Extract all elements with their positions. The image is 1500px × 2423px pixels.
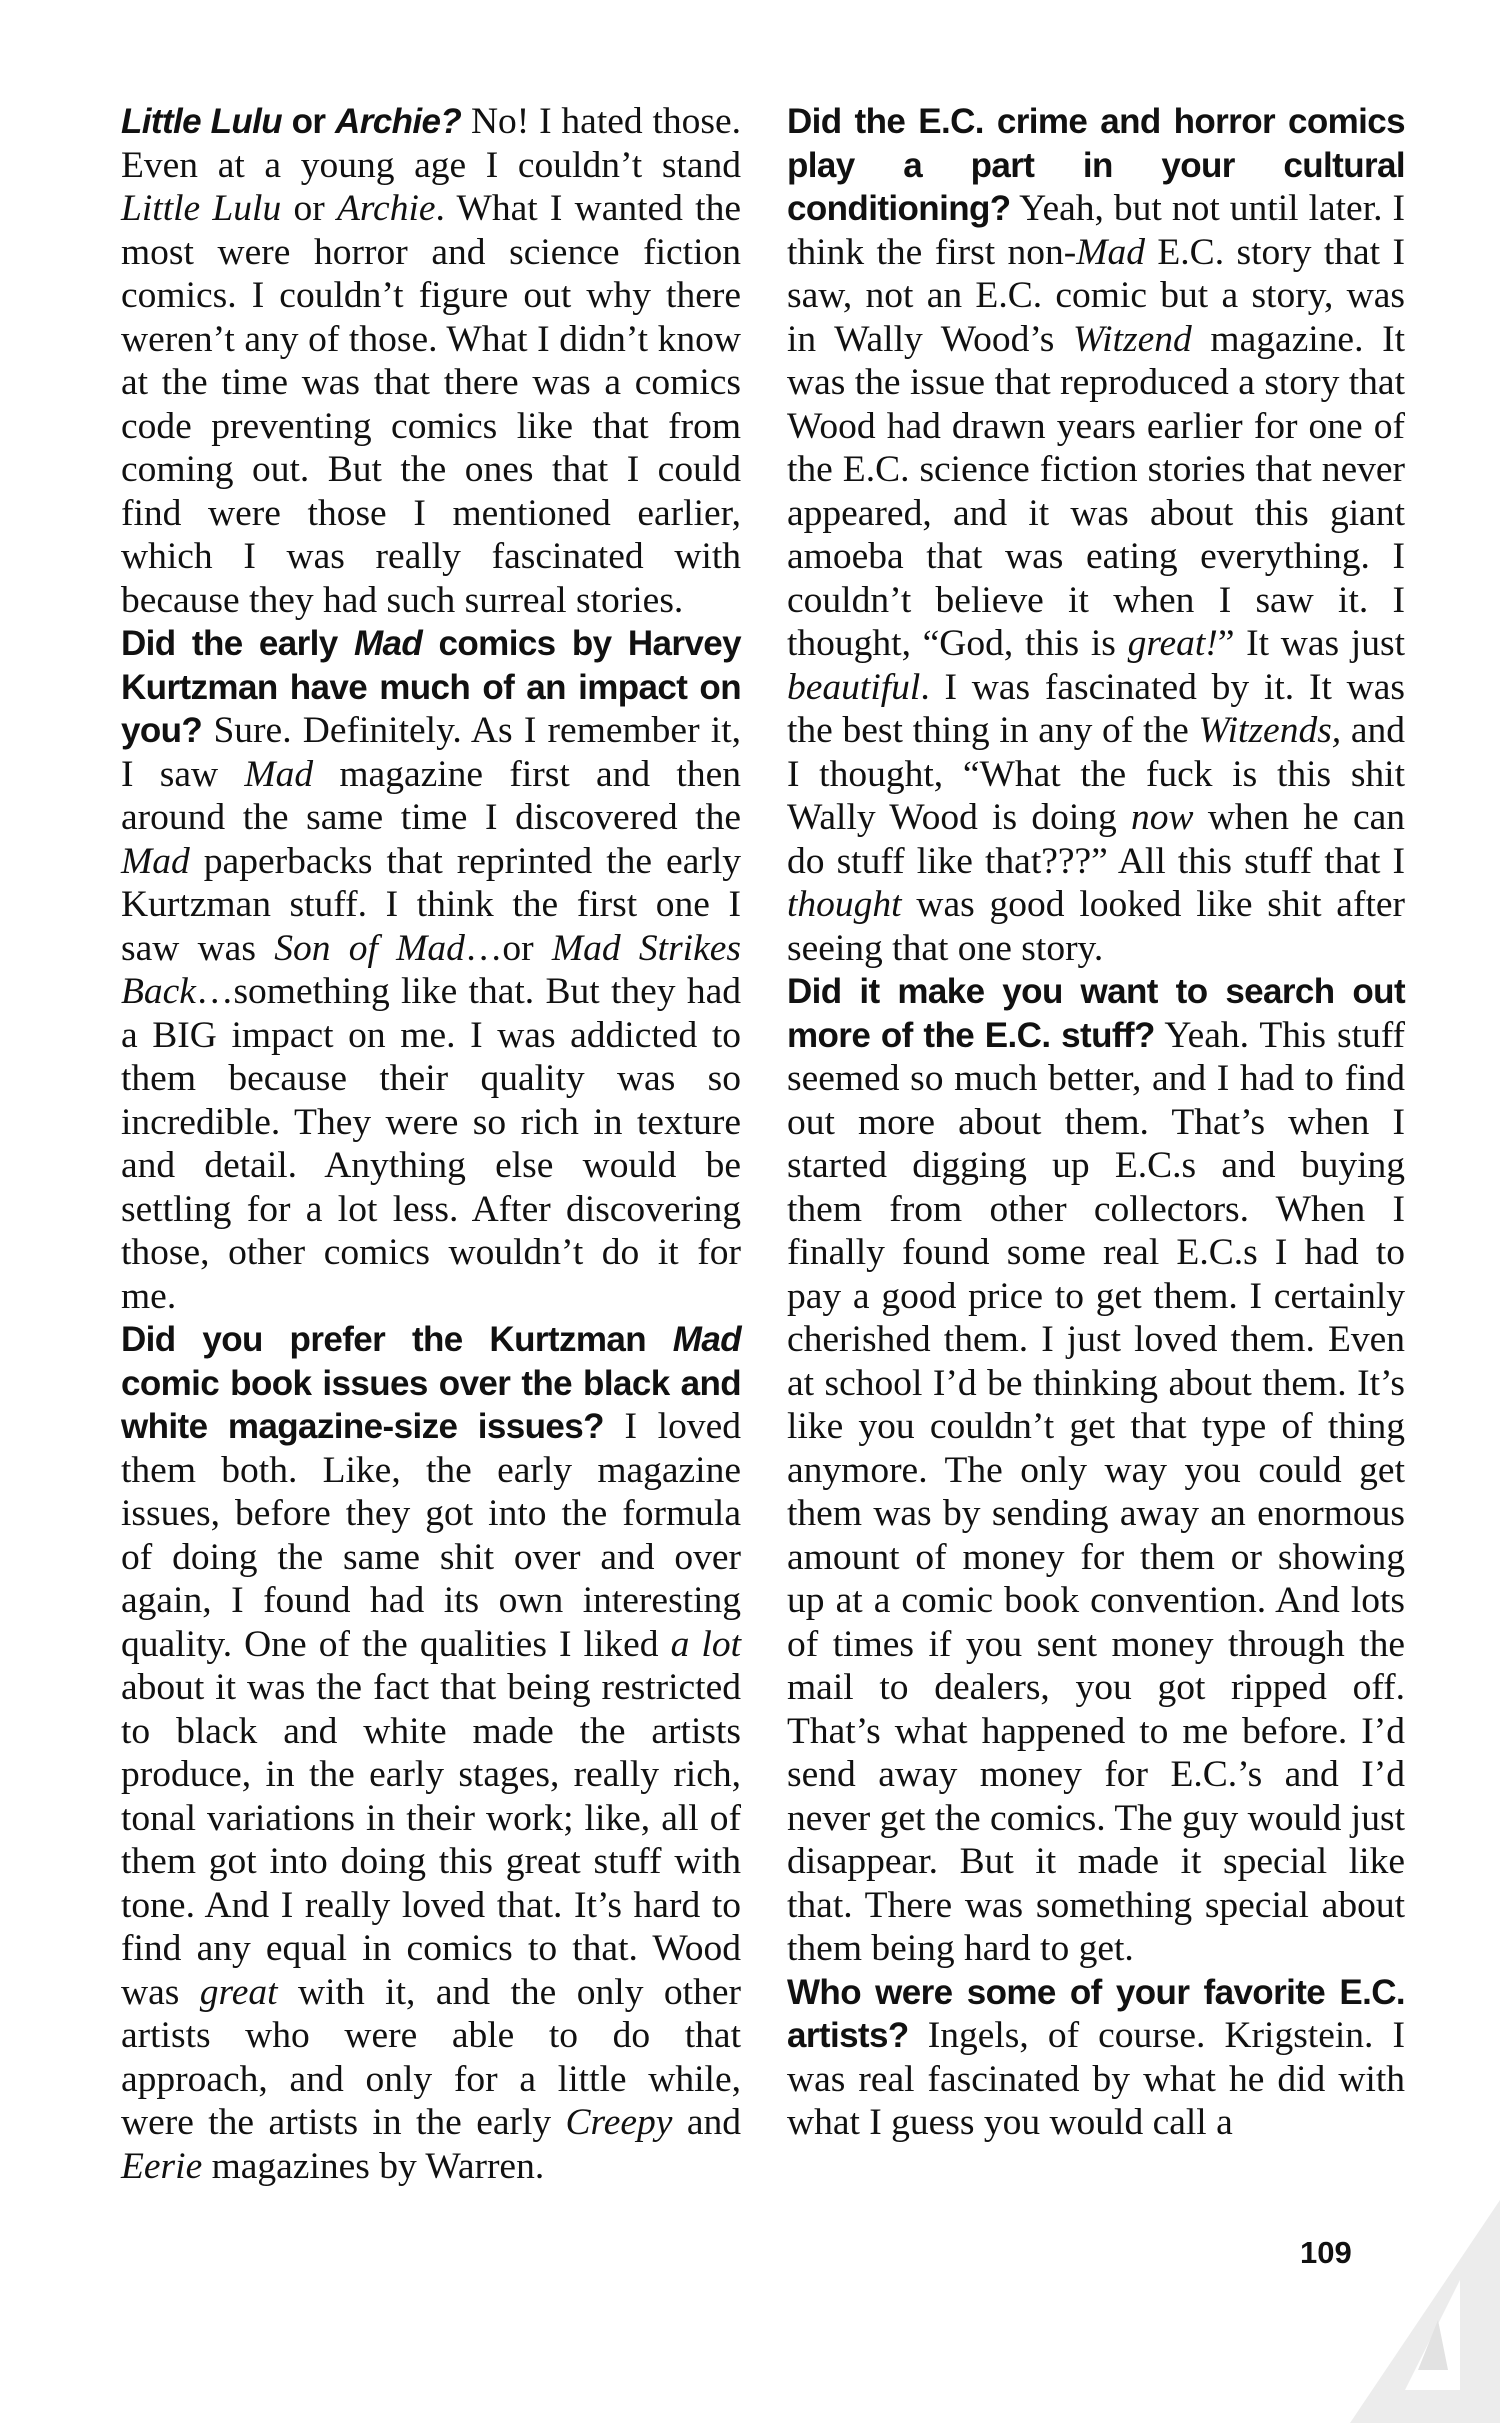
italic-text: Mad	[1076, 231, 1145, 273]
interview-entry	[787, 1971, 1405, 2145]
text-run: magazines by Warren.	[202, 2145, 545, 2187]
text-run: Did you prefer the Kurtzman	[121, 1320, 673, 1359]
text-run: and I thought, “What the fuck is this shit Wally Wood is doing	[787, 710, 1405, 838]
interview-question	[121, 102, 461, 141]
italic-text: Witzends,	[1198, 710, 1342, 751]
interview-answer	[787, 1015, 1405, 1970]
text-run: comics by Harvey Kurtzman have much of an impact on you?	[121, 624, 741, 750]
italic-text: Mad	[672, 1320, 741, 1359]
italic-text: Son of Mad	[274, 927, 465, 969]
interview-answer	[121, 101, 741, 621]
text-run: E.C. story that I saw, not an E.C. comic but a story, was in Wally Wood’s	[787, 231, 1405, 360]
interview-answer	[787, 188, 1405, 969]
interview-answer	[121, 1406, 741, 2187]
italic-text: Mad	[244, 753, 314, 795]
text-run: Did it make you want to search out more of the E.C. stuff?	[787, 972, 1405, 1055]
text-run: …or	[464, 927, 552, 969]
italic-text: Little Lulu	[121, 102, 283, 141]
text-run: paperbacks that reprinted the early Kurtzman stuff. I think the first one I saw was	[121, 840, 741, 969]
interview-answer	[121, 710, 741, 1317]
text-run: I loved them both. Like, the early magazine issues, before they got into the formula of doing the same shit over and over again, I found had its own interesting quality. One of the qualities I liked	[121, 1406, 741, 1665]
left-column	[121, 100, 741, 2188]
italic-text: Archie?	[335, 102, 462, 141]
interview-entry	[121, 1318, 741, 2188]
text-run: Yeah. This stuff seemed so much better, and I had to find out more about them. That’s when I started digging up E.C.s and buying them from other collectors. When I finally found some real E.C.s I had to pay a good price to get them. I certainly cherished them. I just loved them. Even at school I’d be thinking about them. It’s like you couldn’t get that type of thing anymore. The only way you could get them was by sending away an enormous amount of money for them or showing up at a comic book convention. And lots of times if you sent money through the mail to dealers, you got ripped off. That’s what happened to me before. I’d send away money for E.C.’s and I’d never get the comics. The guy would just disappear. But it made it special like that. There was something special about them being hard to get.	[787, 1014, 1405, 1969]
italic-text: Archie	[336, 188, 436, 229]
italic-text: Mad Strikes Back	[121, 927, 741, 1012]
text-run: magazine. It was the issue that reproduced a story that Wood had drawn years earlier for one of the E.C. science fiction stories that never appeared, and it was about this giant amoeba that was eating everything. I couldn’t believe it when I saw it. I thought, “God, this is	[787, 318, 1405, 664]
text-run: Did the E.C. crime and horror comics play a part in your cultural conditioning?	[787, 102, 1405, 228]
interview-entry	[787, 100, 1405, 970]
text-run: …something like that. But they had a BIG impact on me. I was addicted to them because their quality was so incredible. They were so rich in texture and detail. Anything else would be settling for a lot less. After discovering those, other comics wouldn’t do it for me.	[121, 971, 741, 1317]
italic-text: Creepy	[565, 2102, 673, 2143]
publisher-triangle-logo-icon	[1310, 2160, 1500, 2423]
text-run: about it was the fact that being restricted to black and white made the artists produce, in the early stages, really rich, tonal variations in their work; like, all of them got into doing this great stuff with tone. And I really loved that. It’s hard to find any equal in comics to that. Wood was	[121, 1667, 741, 2013]
text-run: was good looked like shit after seeing that one story.	[787, 884, 1405, 969]
text-run: magazine first and then around the same time I discovered the	[121, 753, 741, 838]
italic-text: Mad	[354, 624, 423, 663]
italic-text: Little Lulu	[121, 188, 282, 229]
right-column	[787, 100, 1405, 2145]
text-run: with it, and the only other artists who were able to do that approach, and only for a little while, were the artists in the early	[121, 1971, 741, 2143]
text-run: Ingels, of course. Krigstein. I was real fascinated by what he did with what I guess you would call a	[787, 2015, 1405, 2143]
text-run: and	[672, 2102, 741, 2143]
text-run: ” It was just	[1217, 623, 1405, 664]
text-run: or	[282, 102, 336, 141]
page-number: 109	[1300, 2235, 1352, 2270]
text-run: or	[281, 188, 337, 229]
text-run: Sure. Definitely. As I remember it, I saw	[121, 710, 741, 795]
interview-entry	[121, 100, 741, 622]
text-run: Yeah, but not until later. I think the first non-	[787, 188, 1405, 273]
text-run: comic book issues over the black and white magazine-size issues?	[121, 1363, 741, 1446]
italic-text: now	[1131, 797, 1194, 838]
italic-text: Eerie	[121, 2145, 203, 2187]
italic-text: a lot	[670, 1623, 741, 1665]
text-run: Did the early	[121, 624, 354, 663]
text-run: Who were some of your favorite E.C. artists?	[787, 1972, 1405, 2055]
italic-text: Witzend	[1073, 318, 1192, 360]
italic-text: Mad	[121, 840, 190, 882]
text-run: when he can do stuff like that???” All this stuff that I	[787, 797, 1405, 882]
text-run: . What I wanted the most were horror and science fiction comics. I couldn’t figure out why there weren’t any of those. What I didn’t know at the time was that there was a comics code preventing comics like that from coming out. But the ones that I could find were those I mentioned earlier, which I was really fascinated with because they had such surreal stories.	[121, 188, 741, 621]
text-run: . I was fascinated by it. It was the best thing in any of the	[787, 666, 1405, 751]
text-run: No! I hated those. Even at a young age I couldn’t stand	[121, 101, 741, 186]
italic-text: great!	[1127, 623, 1218, 664]
interview-entry	[121, 622, 741, 1318]
interview-entry	[787, 970, 1405, 1971]
italic-text: thought	[787, 884, 902, 925]
italic-text: great	[199, 1971, 278, 2013]
italic-text: beautiful	[787, 666, 921, 708]
